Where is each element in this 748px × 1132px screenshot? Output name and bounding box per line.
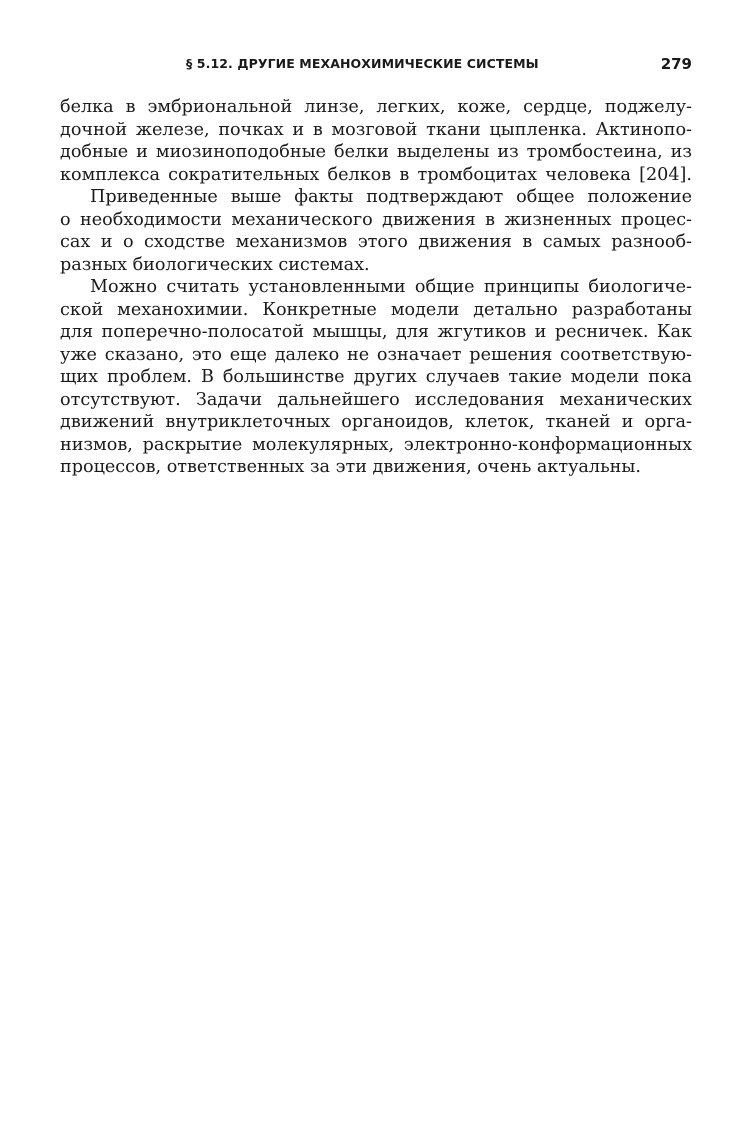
text-line: дочной железе, почках и в мозговой ткани цыпленка. Актинопо- <box>60 119 692 140</box>
text-line: отсутствуют. Задачи дальнейшего исследования механических <box>60 389 692 410</box>
text-line: добные и миозиноподобные белки выделены из тромбостеина, из <box>60 142 692 162</box>
text-line: низмов, раскрытие молекулярных, электронно-конформационных <box>60 434 692 455</box>
page-number: 279 <box>660 55 692 73</box>
text-line: Можно считать установленными общие принципы биологиче- <box>90 277 692 297</box>
paragraph <box>60 276 692 479</box>
text-line: щих проблем. В большинстве других случаев такие модели пока <box>60 367 692 387</box>
text-line: уже сказано, это еще далеко не означает решения соответствую- <box>60 344 692 365</box>
running-head: § 5.12. ДРУГИЕ МЕХАНОХИМИЧЕСКИЕ СИСТЕМЫ <box>186 56 539 71</box>
text-line: ской механохимии. Конкретные модели детально разработаны <box>60 299 692 320</box>
text-line: комплекса сократительных белков в тромбоцитах человека [204]. <box>60 164 692 185</box>
text-line: о необходимости механического движения в жизненных процес- <box>60 209 692 230</box>
text-line: для поперечно-полосатой мышцы, для жгутиков и ресничек. Как <box>60 322 692 342</box>
text-line: сах и о сходстве механизмов этого движения в самых разнооб- <box>60 232 692 252</box>
text-line: Приведенные выше факты подтверждают общее положение <box>90 187 692 207</box>
text-line: движений внутриклеточных органоидов, клеток, тканей и орга- <box>60 412 692 432</box>
page-header <box>60 56 692 78</box>
body-text <box>60 96 692 479</box>
text-line: разных биологических системах. <box>60 254 370 275</box>
paragraph <box>60 96 692 186</box>
paragraph <box>60 186 692 276</box>
text-line: процессов, ответственных за эти движения, очень актуальны. <box>60 457 641 477</box>
text-line: белка в эмбриональной линзе, легких, коже, сердце, поджелу- <box>60 97 692 117</box>
